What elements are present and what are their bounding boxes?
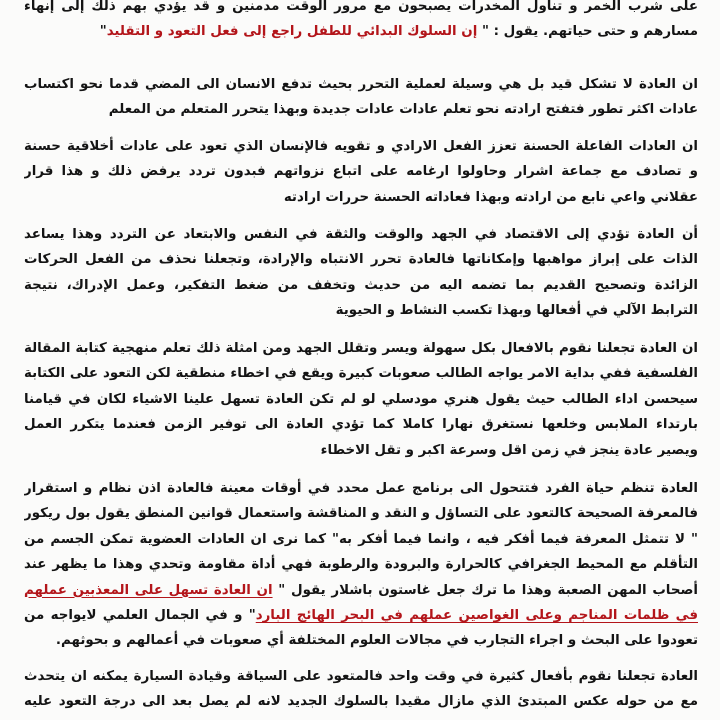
text-run: تعودوا على البحث و اجراء التجارب في مجالات العلوم المختلفة أي صعوبات في أعمالهم و بحوثهم. bbox=[55, 633, 698, 649]
text-run: بارتداء الملابس وخلعها نستغرق نهارا كاملا كما تؤدي العادة الى توفير الزمن فعندما يتكرر العمل bbox=[24, 417, 698, 433]
text-line bbox=[24, 361, 698, 386]
text-run: عادات اكثر تطور فتفتح ارادته نحو تعلم عادات عادات جديدة وبهذا يتحرر المتعلم من المعلم bbox=[108, 102, 698, 118]
highlighted-quote: ان العادة تسهل على المعذبين عملهم bbox=[24, 582, 273, 598]
text-line bbox=[24, 298, 698, 323]
text-run: ويصير عادة ينجز في زمن اقل وسرعة اكبر و تقل الاخطاء bbox=[320, 442, 698, 458]
text-run: " و في الجمال العلمي لايواجه من bbox=[24, 607, 256, 623]
text-run: الترابط الآلي في أفعالها وبهذا تكسب النشاط و الحيوية bbox=[335, 303, 698, 319]
text-line bbox=[24, 664, 698, 689]
text-line bbox=[24, 19, 698, 44]
text-run: " لا تتمثل المعرفة فيما أفكر فيه ، وانما فيما أفكر به" كما نرى ان العادات العضوية تمكن الجسم من bbox=[24, 531, 698, 547]
paragraph bbox=[24, 222, 698, 324]
text-line bbox=[24, 527, 698, 552]
text-run: الفلسفية ففي بداية الامر يواجه الطالب صعوبات كبيرة ويقع في اخطاء منطقية لكن التعود على الكتابة bbox=[24, 366, 698, 382]
text-run: التأقلم مع المحيط الجغرافي كالحرارة والبرودة والرطوبة فهي أداة مقاومة وتحدي وهذا ما يظهر عند bbox=[24, 557, 698, 573]
text-line bbox=[24, 412, 698, 437]
text-line bbox=[24, 628, 698, 653]
text-line bbox=[24, 552, 698, 577]
text-line bbox=[24, 222, 698, 247]
text-run: العادة تجعلنا نقوم بأفعال كثيرة في وقت واحد فالمتعود على السياقة وقيادة السيارة يمكنه ان يتحدث bbox=[24, 669, 698, 684]
text-run: أصحاب المهن الصعبة وهذا ما ترك جعل غاستون باشلار يقول " bbox=[272, 582, 698, 598]
paragraph bbox=[24, 72, 698, 123]
text-run: ان العادة لا تشكل قيد بل هي وسيلة لعملية التحرر بحيث تدفع الانسان الى المضي قدما نحو اكتساب bbox=[24, 77, 698, 92]
paragraph bbox=[24, 134, 698, 210]
text-line bbox=[24, 603, 698, 628]
text-line bbox=[24, 476, 698, 501]
highlighted-quote: في ظلمات المناجم وعلى الغواصين عملهم في البحر الهائج البارد bbox=[255, 607, 698, 623]
text-run: عقلاني واعي نابع من ارادته وبهذا فعاداته الحسنة حررات ارادته bbox=[283, 189, 698, 205]
text-run: العادة تنظم حياة الفرد فتتحول الى برنامج عمل محدد في أوقات معينة فالعادة اذن نظام و استقرار bbox=[24, 481, 698, 496]
text-run: " bbox=[99, 24, 107, 40]
paragraph bbox=[24, 664, 698, 715]
text-run: مسارهم و حتى حياتهم. يقول : " bbox=[477, 24, 698, 40]
text-run: ان العادات الفاعلة الحسنة تعزز الفعل الارادي و تقويه فالإنسان الذي تعود على عادات أخلاقية حسنة bbox=[24, 139, 698, 154]
paragraph bbox=[24, 0, 698, 45]
text-line bbox=[24, 689, 698, 714]
text-run: ان العادة تجعلنا نقوم بالافعال بكل سهولة ويسر وتقلل الجهد ومن امثلة ذلك تعلم منهجية كتابة المقالة bbox=[24, 341, 698, 356]
text-line bbox=[24, 97, 698, 122]
text-line bbox=[24, 134, 698, 159]
text-line bbox=[24, 336, 698, 361]
text-line bbox=[24, 501, 698, 526]
text-line bbox=[24, 72, 698, 97]
text-line bbox=[24, 273, 698, 298]
text-run: و تصادف مع جماعة اشرار وحاولوا ارغامه على اتباع نزواتهم فبدون تردد يرفض ذلك و هذا قرار bbox=[24, 164, 698, 180]
text-run: أن العادة تؤدي إلى الاقتصاد في الجهد والوقت والثقة في النفس والابتعاد عن التردد وهذا يساعد bbox=[24, 227, 698, 242]
text-run: الذات على إبراز مواهبها وإمكاناتها فالعادة تحرر الانتباه والإرادة، وتجعلنا نحذف من الفعل الحركات bbox=[24, 252, 698, 268]
text-run: على شرب الخمر و تناول المخدرات يصبحون مع مرور الوقت مدمنين و قد يؤدي بهم ذلك إلى إنهاء bbox=[24, 0, 698, 14]
text-line bbox=[24, 0, 698, 19]
paragraph bbox=[24, 336, 698, 463]
text-run: الزائدة وتصحيح القديم بما تضمه اليه من حديث وتخفف من ضغط التفكير، وعمل الإدراك، نتيجة bbox=[24, 277, 698, 293]
text-line bbox=[24, 387, 698, 412]
text-line bbox=[24, 159, 698, 184]
text-line bbox=[24, 438, 698, 463]
text-run: سيحسن اداء الطالب حيث يقول هنري مودسلي لو لم تكن العادة تسهل علينا الاشياء لكان في قيامنا bbox=[24, 391, 698, 407]
text-line bbox=[24, 578, 698, 603]
paragraph bbox=[24, 476, 698, 654]
text-run: مع من حوله عكس المبتدئ الذي مازال مقيدا بالسلوك الجديد لانه لم يصل بعد الى درجة التعود عليه bbox=[24, 694, 698, 710]
text-run: فالمعرفة الصحيحة كالتعود على التساؤل و النقد و المناقشة واستعمال قوانين المنطق يقول بول ريكور bbox=[24, 506, 698, 522]
highlighted-quote: إن السلوك البدائي للطفل راجع إلى فعل التعود و التقليد bbox=[106, 24, 478, 40]
text-line bbox=[24, 185, 698, 210]
text-line bbox=[24, 247, 698, 272]
